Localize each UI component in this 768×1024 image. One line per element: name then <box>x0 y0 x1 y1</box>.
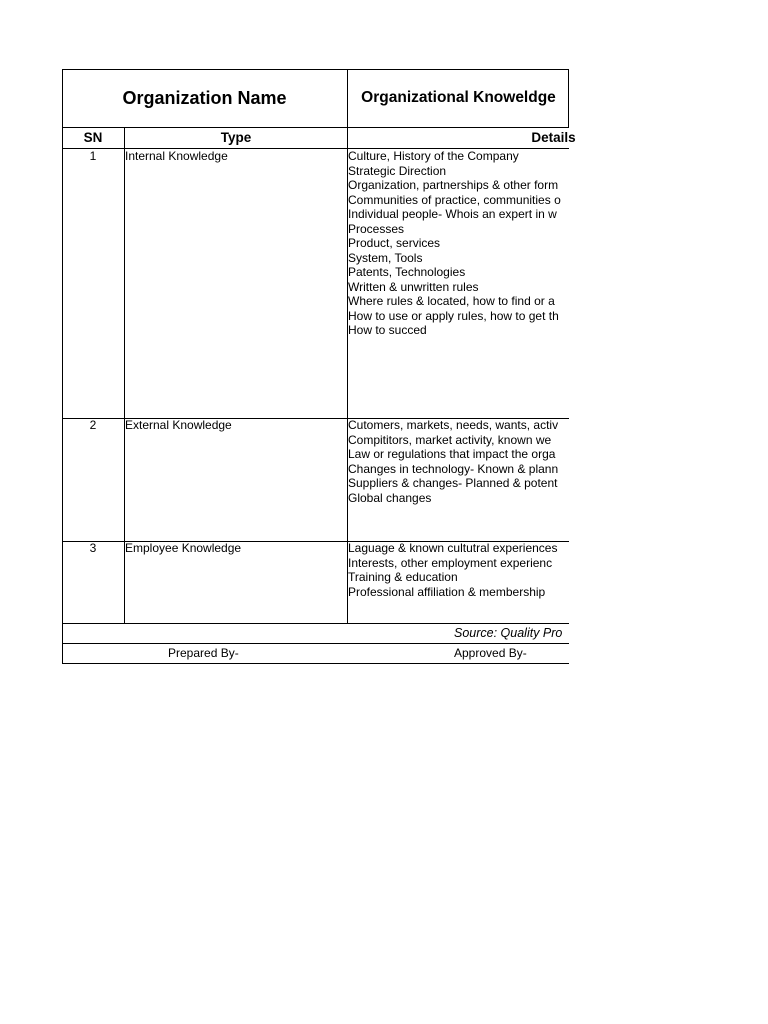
row3-type: Employee Knowledge <box>125 541 242 555</box>
header-type-label: Type <box>220 130 252 145</box>
approved-by-label: Approved By- <box>454 646 527 660</box>
detail-line: Compititors, market activity, known we <box>348 432 552 447</box>
header-sn <box>62 127 124 148</box>
row3-sn: 3 <box>89 541 97 555</box>
detail-line: Written & unwritten rules <box>348 279 479 294</box>
detail-line: Professional affiliation & membership <box>348 584 546 599</box>
border-bottom <box>62 663 569 664</box>
detail-line: Individual people- Whois an expert in w <box>348 207 557 221</box>
detail-line: Processes <box>348 221 405 236</box>
detail-line: Product, services <box>348 236 441 250</box>
detail-line: Organization, partnerships & other form <box>348 178 559 192</box>
detail-line: Changes in technology- Known & plann <box>348 461 559 476</box>
detail-line: How to use or apply rules, how to get th <box>348 308 559 323</box>
organization-name-title: Organization Name <box>122 87 287 108</box>
detail-line: Culture, History of the Company <box>348 149 519 163</box>
row1-type: Internal Knowledge <box>125 149 228 163</box>
knowledge-table <box>62 69 576 664</box>
detail-line: Suppliers & changes- Planned & potent <box>348 476 558 490</box>
detail-line: Training & education <box>348 570 458 584</box>
detail-line: Patents, Technologies <box>348 265 466 279</box>
detail-line: Interests, other employment experienc <box>348 555 553 570</box>
detail-line: How to succed <box>348 323 427 337</box>
detail-line: System, Tools <box>348 250 423 265</box>
detail-line: Cutomers, markets, needs, wants, activ <box>348 418 559 432</box>
organizational-knowledge-title: Organizational Knoweldge <box>361 89 556 106</box>
row2-sn: 2 <box>89 418 97 432</box>
row1-sn: 1 <box>89 149 97 163</box>
header-details-label: Details <box>531 130 576 145</box>
row3-details <box>348 541 557 599</box>
source-note: Source: Quality Pro <box>454 626 563 640</box>
detail-line: Where rules & located, how to find or a <box>348 294 555 308</box>
row1-details <box>348 149 561 338</box>
detail-line: Communities of practice, communities o <box>348 192 561 207</box>
row2-type: External Knowledge <box>125 418 232 432</box>
detail-line: Laguage & known cultutral experiences <box>348 541 558 555</box>
header-type <box>124 127 348 148</box>
prepared-by-label: Prepared By- <box>168 646 239 660</box>
header-sn-label: SN <box>83 130 103 145</box>
row2-details <box>348 418 558 505</box>
detail-line: Law or regulations that impact the orga <box>348 447 556 461</box>
detail-line: Strategic Direction <box>348 163 447 178</box>
header-details <box>348 127 576 148</box>
detail-line: Global changes <box>348 490 432 505</box>
